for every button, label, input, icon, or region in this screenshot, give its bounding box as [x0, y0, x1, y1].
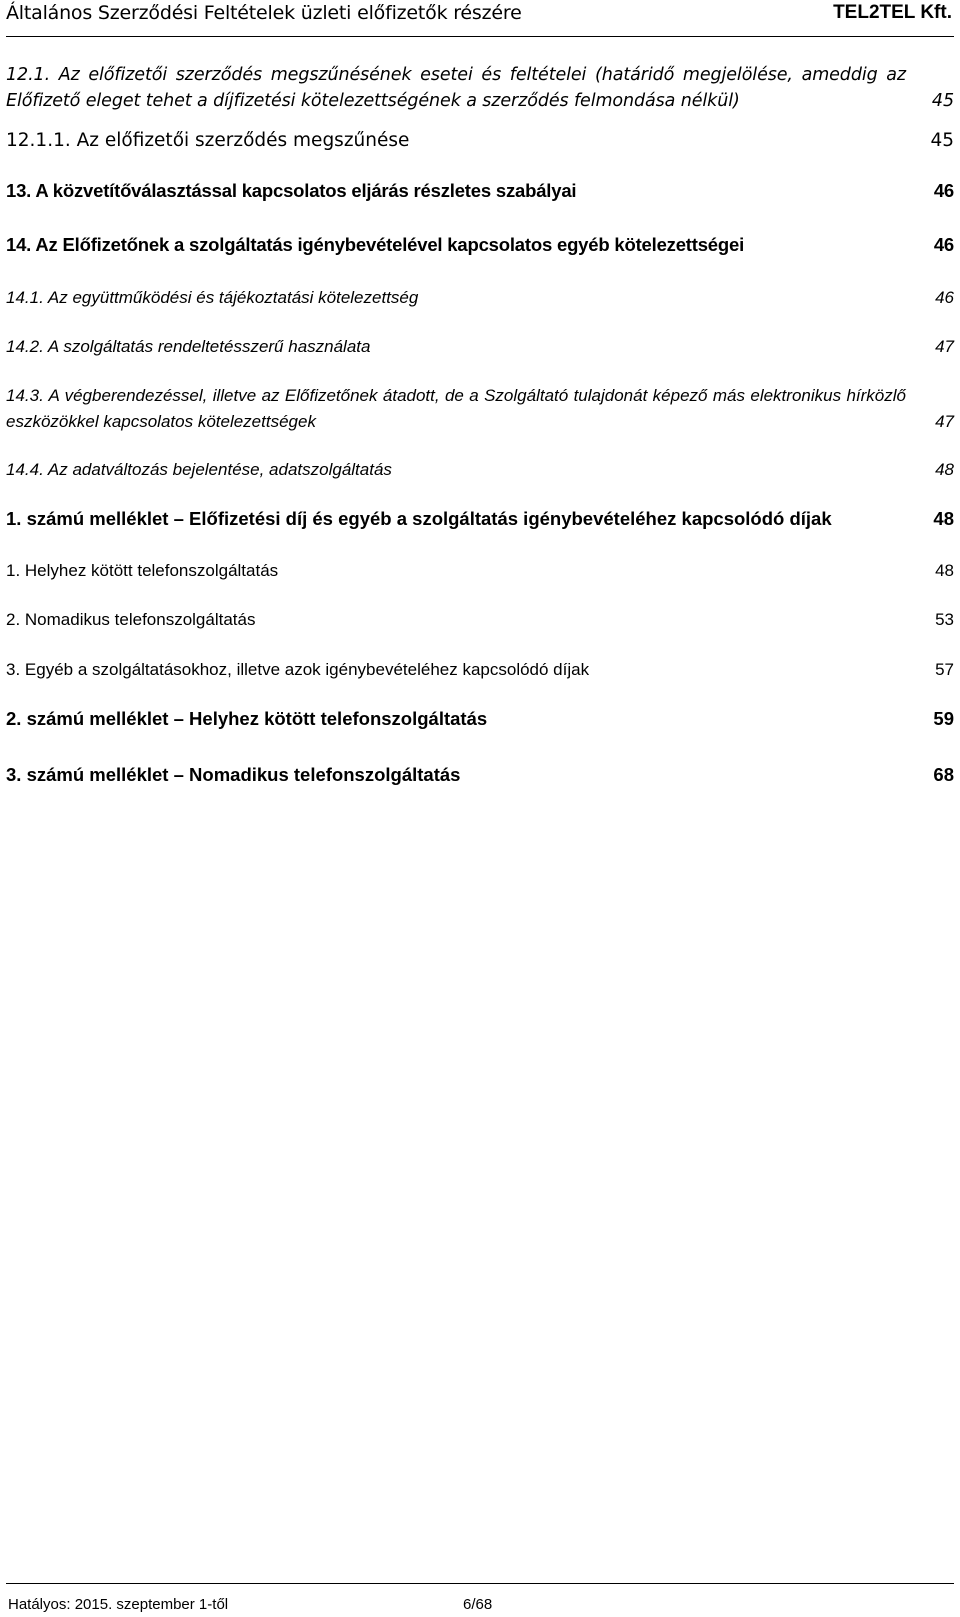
toc-entry-label: 2. számú melléklet – Helyhez kötött telefonszolgáltatás — [6, 708, 488, 729]
toc-entry-page: 48 — [935, 460, 954, 479]
toc-entry-label: 12.1. Az előfizetői szerződés megszűnésének esetei és feltételei (határidő megjelölése, ameddig az Előfizető eleget tehet a díjfizetési kötelezettségének a szerződés felmondása nélkül) — [6, 65, 906, 111]
table-of-contents — [6, 62, 954, 789]
toc-entry-label: 14.1. Az együttműködési és tájékoztatási kötelezettség — [6, 288, 419, 307]
toc-entry-page: 47 — [935, 412, 954, 431]
toc-entry-label: 2. Nomadikus telefonszolgáltatás — [6, 610, 256, 629]
toc-entry-page: 48 — [933, 508, 954, 529]
page-header — [6, 0, 954, 37]
toc-entry[interactable] — [6, 177, 954, 205]
toc-entry[interactable] — [6, 705, 954, 733]
toc-entry[interactable] — [6, 383, 954, 435]
toc-entry[interactable] — [6, 285, 954, 311]
page-footer — [6, 1583, 954, 1613]
toc-entry-label: 3. Egyéb a szolgáltatásokhoz, illetve azok igénybevételéhez kapcsolódó díjak — [6, 660, 590, 679]
toc-entry-label: 3. számú melléklet – Nomadikus telefonszolgáltatás — [6, 764, 461, 785]
toc-entry-page: 46 — [933, 180, 954, 201]
toc-entry-page: 57 — [935, 660, 954, 679]
document-title: Általános Szerződési Feltételek üzleti előfizetők részére — [6, 2, 522, 24]
effective-date: Hatályos: 2015. szeptember 1-től — [8, 1596, 229, 1613]
toc-entry-label: 14.3. A végberendezéssel, illetve az Előfizetőnek átadott, de a Szolgáltató tulajdonát képező más elektronikus hírközlő eszközökkel kapcsolatos kötelezettségek — [6, 386, 906, 431]
toc-entry[interactable] — [6, 231, 954, 259]
toc-entry[interactable] — [6, 657, 954, 683]
company-name: TEL2TEL Kft. — [833, 2, 952, 23]
toc-entry[interactable] — [6, 505, 954, 533]
toc-entry-page: 48 — [935, 561, 954, 580]
toc-entry-label: 14. Az Előfizetőnek a szolgáltatás igénybevételével kapcsolatos egyéb kötelezettségei — [6, 234, 745, 255]
toc-entry-label: 1. számú melléklet – Előfizetési díj és egyéb a szolgáltatás igénybevételéhez kapcsolódó díjak — [6, 508, 832, 529]
toc-entry[interactable] — [6, 62, 954, 114]
toc-entry-page: 59 — [933, 708, 954, 729]
toc-entry[interactable] — [6, 761, 954, 789]
toc-entry-page: 46 — [935, 288, 954, 307]
toc-entry-label: 13. A közvetítőválasztással kapcsolatos eljárás részletes szabályai — [6, 180, 577, 201]
toc-entry-page: 47 — [935, 337, 954, 356]
toc-entry-label: 1. Helyhez kötött telefonszolgáltatás — [6, 561, 279, 580]
toc-entry[interactable] — [6, 558, 954, 584]
toc-entry[interactable] — [6, 607, 954, 633]
toc-entry-page: 45 — [930, 130, 954, 151]
toc-entry-label: 12.1.1. Az előfizetői szerződés megszűnése — [6, 130, 410, 151]
toc-entry-page: 53 — [935, 610, 954, 629]
toc-entry-label: 14.2. A szolgáltatás rendeltetésszerű használata — [6, 337, 371, 356]
page-number: 6/68 — [463, 1596, 493, 1613]
toc-entry[interactable] — [6, 334, 954, 360]
toc-entry-page: 46 — [933, 234, 954, 255]
toc-entry-page: 45 — [931, 91, 954, 111]
toc-entry-label: 14.4. Az adatváltozás bejelentése, adatszolgáltatás — [6, 460, 392, 479]
toc-entry-page: 68 — [933, 764, 954, 785]
toc-entry[interactable] — [6, 127, 954, 155]
toc-entry[interactable] — [6, 457, 954, 483]
